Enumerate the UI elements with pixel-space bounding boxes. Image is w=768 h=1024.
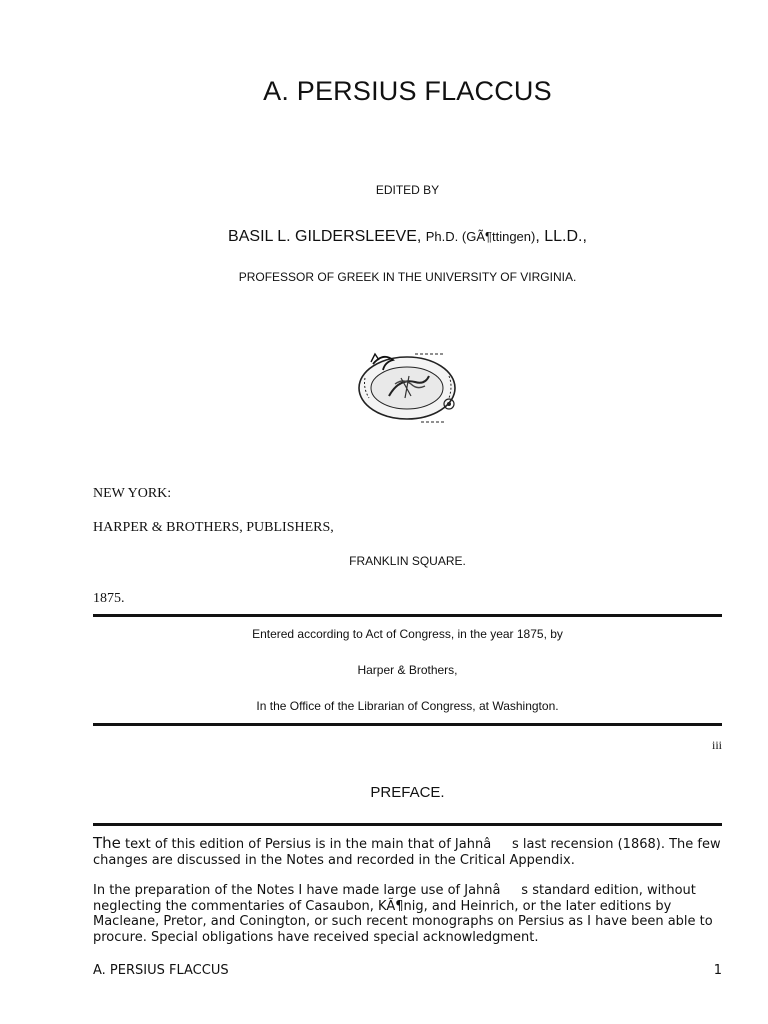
- preface-heading: PREFACE.: [370, 784, 445, 801]
- footer-page-number: 1: [713, 963, 722, 978]
- book-title: A. PERSIUS FLACCUS: [263, 76, 552, 106]
- horizontal-rule: [93, 823, 722, 826]
- publisher-seal-icon: [351, 348, 463, 424]
- horizontal-rule: [93, 723, 722, 726]
- horizontal-rule: [93, 614, 722, 617]
- author-degree-lld: , LL.D.,: [535, 228, 587, 245]
- copyright-line-2: Harper & Brothers,: [357, 663, 458, 677]
- author-affiliation: PROFESSOR OF GREEK IN THE UNIVERSITY OF VIRGINIA.: [238, 270, 577, 284]
- preface-paragraph-lead: The: [93, 834, 121, 852]
- author-degree-phd: Ph.D. (GÃ¶ttingen): [425, 229, 536, 244]
- page-marker: iii: [711, 738, 722, 752]
- footer-running-title: A. PERSIUS FLACCUS: [93, 963, 229, 978]
- copyright-line-1: Entered according to Act of Congress, in the year 1875, by: [252, 627, 563, 641]
- imprint-year: 1875.: [93, 591, 125, 606]
- imprint-address: FRANKLIN SQUARE.: [349, 554, 466, 568]
- author-name: BASIL L. GILDERSLEEVE,: [228, 228, 426, 245]
- preface-paragraph: [93, 836, 725, 868]
- imprint-publisher: HARPER & BROTHERS, PUBLISHERS,: [93, 520, 334, 535]
- author-line: [93, 228, 722, 246]
- edited-by-label: EDITED BY: [375, 183, 440, 197]
- preface-paragraph-text: text of this edition of Persius is in the main that of Jahnâs last recension (1868). The few changes are discussed in the Notes and recorded in the Critical Appendix.: [93, 837, 721, 868]
- imprint-city: NEW YORK:: [93, 486, 172, 501]
- preface-paragraph: In the preparation of the Notes I have made large use of Jahnâs standard edition, without neglecting the commentaries of Casaubon, KÃ¶nig, and Heinrich, or the later editions by Macleane, Pretor, and Conington, or such recent monographs on Persius as I have been able to procure. Special obligations have received special acknowledgment.: [93, 883, 713, 945]
- copyright-line-3: In the Office of the Librarian of Congress, at Washington.: [256, 699, 559, 713]
